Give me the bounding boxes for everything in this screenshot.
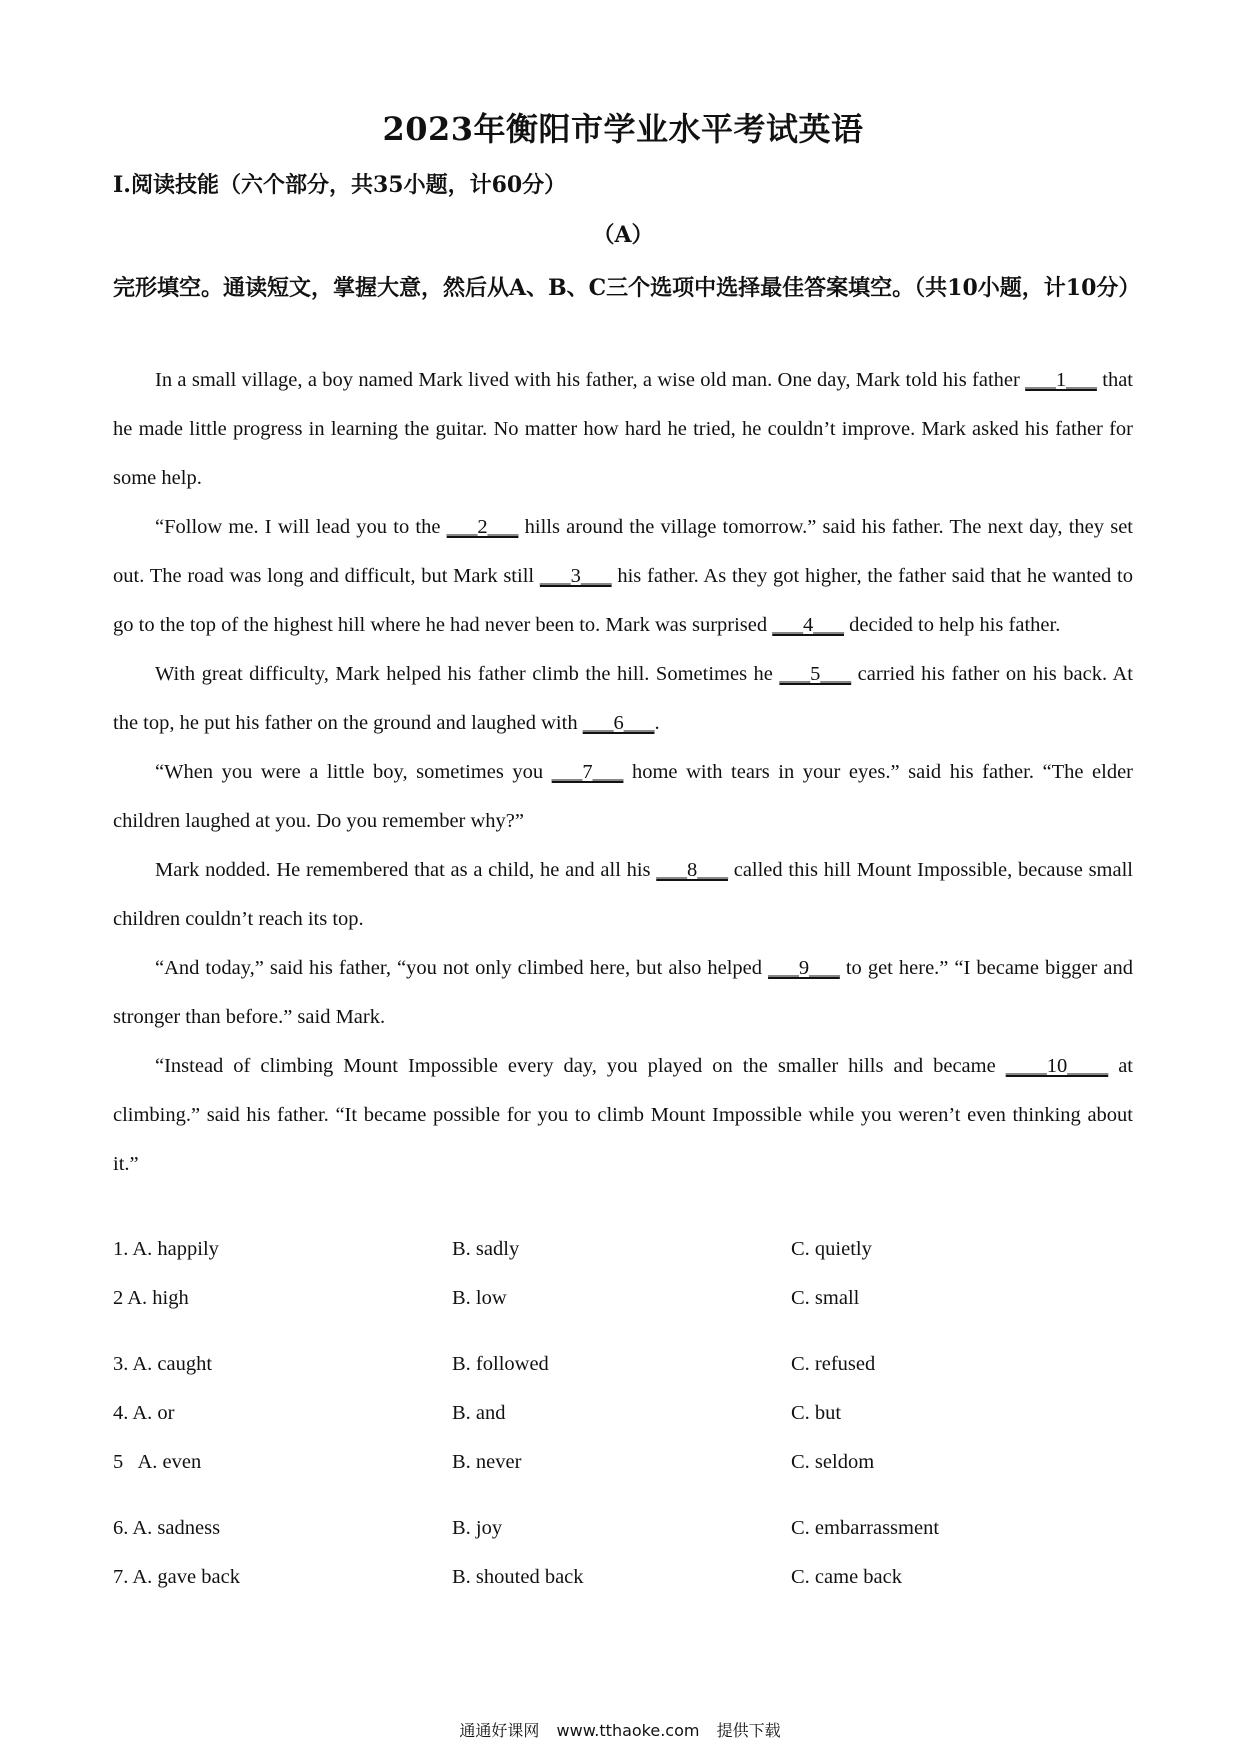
part-label: （A） <box>592 222 654 248</box>
blank-6: ___6___ <box>582 712 655 734</box>
option-c: C. but <box>791 1402 842 1424</box>
cloze-instruction: 完形填空。通读短文，掌握大意，然后从A、B、C三个选项中选择最佳答案填空。（共10小题，计10分） <box>113 275 1141 301</box>
blank-1: ___1___ <box>1025 369 1097 391</box>
blank-2: ___2___ <box>446 516 519 538</box>
passage-text: decided to help his father. <box>844 614 1061 636</box>
page-title: 2023年衡阳市学业水平考试英语 <box>382 110 864 148</box>
option-a: 6. A. sadness <box>113 1517 221 1539</box>
section-heading: I.阅读技能（六个部分，共35小题，计60分） <box>113 172 567 198</box>
option-row <box>113 1402 1133 1451</box>
option-c: C. came back <box>791 1566 902 1588</box>
option-a: 5 A. even <box>113 1451 202 1473</box>
footer-suffix: 提供下载 <box>716 1721 781 1740</box>
passage-paragraph <box>113 1042 1133 1189</box>
option-row <box>113 1238 1133 1287</box>
footer-url: www.tthaoke.com <box>556 1721 700 1740</box>
passage-text: carried his father on his back. At the top, he put his father on the ground and laughed with <box>113 663 1133 734</box>
page-footer <box>0 1718 1240 1741</box>
option-a: 1. A. happily <box>113 1238 219 1260</box>
passage-text: In a small village, a boy named Mark lived with his father, a wise old man. One day, Mark told his father <box>155 369 1026 391</box>
option-a: 4. A. or <box>113 1402 175 1424</box>
passage-paragraph <box>113 650 1133 748</box>
option-a: 7. A. gave back <box>113 1566 240 1588</box>
option-c: C. small <box>791 1287 860 1309</box>
passage-text: “And today,” said his father, “you not only climbed here, but also helped <box>155 957 769 979</box>
passage-text: hills around the village tomorrow.” said his father. The next day, they set out. The road was long and difficult, but Mark still <box>113 516 1133 587</box>
passage-text: “Follow me. I will lead you to the <box>155 516 447 538</box>
passage-text: his father. As they got higher, the father said that he wanted to go to the top of the highest hill where he had never been to. Mark was surprised <box>113 565 1133 636</box>
option-c: C. quietly <box>791 1238 872 1260</box>
passage-text: With great difficulty, Mark helped his father climb the hill. Sometimes he <box>155 663 780 685</box>
blank-9: ___9___ <box>768 957 840 979</box>
passage-paragraph <box>113 846 1133 944</box>
blank-7: ___7___ <box>551 761 624 783</box>
passage-paragraph <box>113 944 1133 1042</box>
passage-text: “Instead of climbing Mount Impossible every day, you played on the smaller hills and became <box>155 1055 1006 1077</box>
passage-text: to get here.” “I became bigger and stronger than before.” said Mark. <box>113 957 1133 1028</box>
option-row <box>113 1451 1133 1500</box>
option-c: C. refused <box>791 1353 876 1375</box>
option-b: B. and <box>452 1402 506 1424</box>
answer-options <box>113 1238 1133 1615</box>
passage-text: at climbing.” said his father. “It became possible for you to climb Mount Impossible while you weren’t even thinking about it.” <box>113 1055 1134 1175</box>
passage-text: home with tears in your eyes.” said his father. “The elder children laughed at you. Do you remember why?” <box>113 761 1133 832</box>
option-b: B. low <box>452 1287 507 1309</box>
passage-paragraph <box>113 503 1133 650</box>
blank-3: ___3___ <box>539 565 612 587</box>
passage-paragraph <box>113 748 1133 846</box>
option-row <box>113 1566 1133 1615</box>
option-a: 2 A. high <box>113 1287 189 1309</box>
option-b: B. sadly <box>452 1238 520 1260</box>
blank-5: ___5___ <box>779 663 852 685</box>
blank-10: ____10____ <box>1005 1055 1109 1077</box>
footer-site-name: 通通好课网 <box>459 1721 540 1740</box>
passage-paragraph <box>113 356 1133 503</box>
passage-text: Mark nodded. He remembered that as a child, he and all his <box>155 859 657 881</box>
option-b: B. joy <box>452 1517 503 1539</box>
passage-text: “When you were a little boy, sometimes you <box>155 761 552 783</box>
option-c: C. embarrassment <box>791 1517 940 1539</box>
option-b: B. followed <box>452 1353 549 1375</box>
option-b: B. never <box>452 1451 522 1473</box>
cloze-passage <box>113 356 1133 1189</box>
option-b: B. shouted back <box>452 1566 584 1588</box>
option-a: 3. A. caught <box>113 1353 213 1375</box>
option-c: C. seldom <box>791 1451 875 1473</box>
blank-4: ___4___ <box>772 614 844 636</box>
blank-8: ___8___ <box>656 859 728 881</box>
option-row <box>113 1353 1133 1402</box>
option-row <box>113 1517 1133 1566</box>
passage-text: called this hill Mount Impossible, because small children couldn’t reach its top. <box>113 859 1133 930</box>
option-row <box>113 1287 1133 1336</box>
passage-text: that he made little progress in learning the guitar. No matter how hard he tried, he couldn’t improve. Mark asked his father for some help. <box>113 369 1133 489</box>
passage-text: . <box>654 712 660 734</box>
